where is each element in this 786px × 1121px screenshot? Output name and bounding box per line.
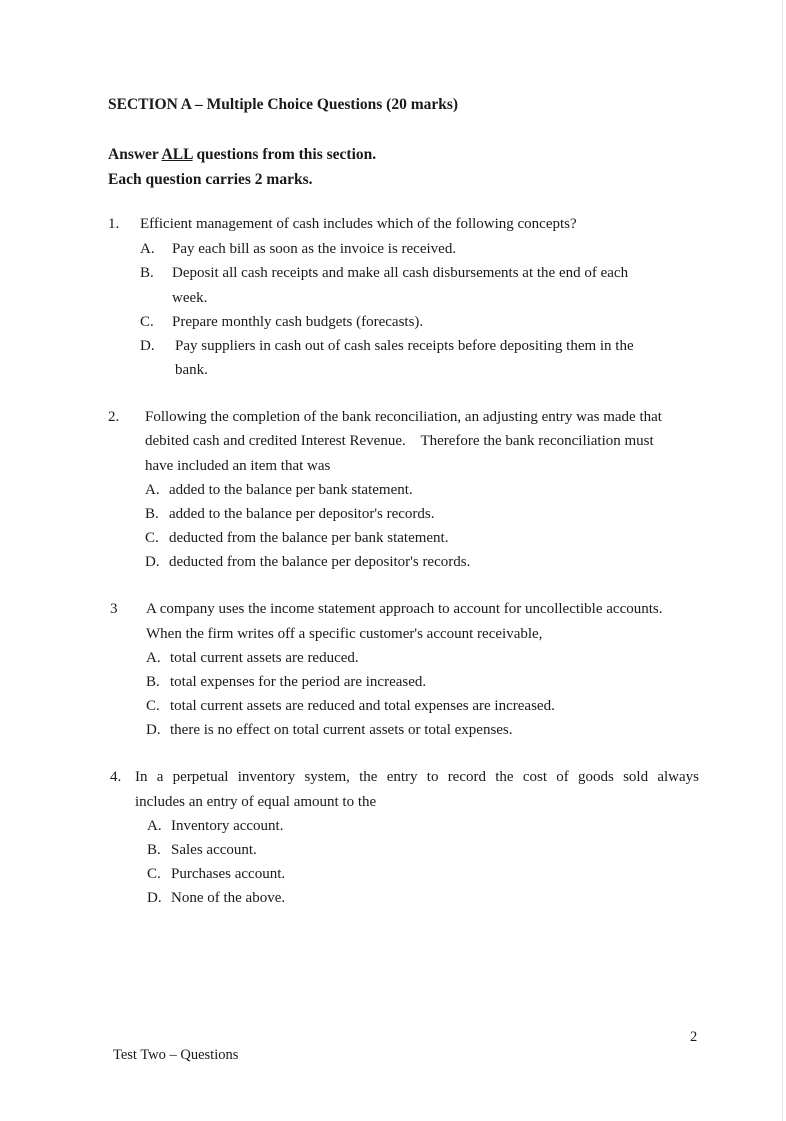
option-text: added to the balance per depositor's records. xyxy=(169,506,435,522)
question-text: When the firm writes off a specific customer's account receivable, xyxy=(146,626,543,642)
answer-instruction xyxy=(108,146,376,164)
question-number: 2. xyxy=(108,409,120,425)
option-text-continued: bank. xyxy=(175,362,208,378)
option-letter: C. xyxy=(145,530,159,546)
option-letter: A. xyxy=(146,650,161,666)
option-letter: A. xyxy=(140,241,155,257)
option-letter: A. xyxy=(145,482,160,498)
option-text: total current assets are reduced and total expenses are increased. xyxy=(170,698,555,714)
question-number: 1. xyxy=(108,216,120,232)
option-text: total expenses for the period are increased. xyxy=(170,674,427,690)
page-number: 2 xyxy=(690,1029,698,1045)
question-number: 4. xyxy=(110,769,122,785)
question-text: Following the completion of the bank reconciliation, an adjusting entry was made that xyxy=(145,409,662,425)
instruction-suffix: questions from this section. xyxy=(192,146,377,163)
question-text-justified: In a perpetual inventory system, the entry to record the cost of goods sold always xyxy=(135,769,699,785)
instruction-emphasis: ALL xyxy=(161,146,193,163)
question-text: have included an item that was xyxy=(145,458,331,474)
question-text: Efficient management of cash includes which of the following concepts? xyxy=(140,216,577,232)
option-text: added to the balance per bank statement. xyxy=(169,482,413,498)
option-text-continued: week. xyxy=(172,290,208,306)
option-letter: C. xyxy=(140,314,154,330)
option-text: there is no effect on total current assets or total expenses. xyxy=(170,722,513,738)
question-text xyxy=(135,765,699,789)
option-text: Pay each bill as soon as the invoice is received. xyxy=(172,241,457,257)
option-letter: B. xyxy=(146,674,160,690)
question-text: A company uses the income statement approach to account for uncollectible accounts. xyxy=(146,601,663,617)
question-number: 3 xyxy=(110,601,118,617)
option-letter: B. xyxy=(147,842,161,858)
option-letter: D. xyxy=(140,338,155,354)
scan-edge-line xyxy=(782,0,783,1121)
option-text: deducted from the balance per depositor's records. xyxy=(169,554,471,570)
option-text: deducted from the balance per bank statement. xyxy=(169,530,449,546)
option-text: Pay suppliers in cash out of cash sales receipts before depositing them in the xyxy=(175,338,634,354)
question-text: debited cash and credited Interest Revenue. Therefore the bank reconciliation must xyxy=(145,433,654,449)
option-text: Deposit all cash receipts and make all cash disbursements at the end of each xyxy=(172,265,629,281)
option-letter: D. xyxy=(145,554,160,570)
option-letter: D. xyxy=(146,722,161,738)
option-letter: B. xyxy=(145,506,159,522)
footer-label: Test Two – Questions xyxy=(113,1047,239,1063)
option-letter: D. xyxy=(147,890,162,906)
option-text: total current assets are reduced. xyxy=(170,650,359,666)
marks-note: Each question carries 2 marks. xyxy=(108,171,313,188)
option-letter: B. xyxy=(140,265,154,281)
option-text: Purchases account. xyxy=(171,866,286,882)
option-letter: C. xyxy=(146,698,160,714)
option-text: Sales account. xyxy=(171,842,257,858)
instruction-prefix: Answer xyxy=(108,146,162,163)
question-text: includes an entry of equal amount to the xyxy=(135,794,377,810)
option-text: None of the above. xyxy=(171,890,286,906)
option-letter: A. xyxy=(147,818,162,834)
option-letter: C. xyxy=(147,866,161,882)
section-title: SECTION A – Multiple Choice Questions (20 marks) xyxy=(108,96,459,113)
option-text: Prepare monthly cash budgets (forecasts). xyxy=(172,314,424,330)
option-text: Inventory account. xyxy=(171,818,284,834)
